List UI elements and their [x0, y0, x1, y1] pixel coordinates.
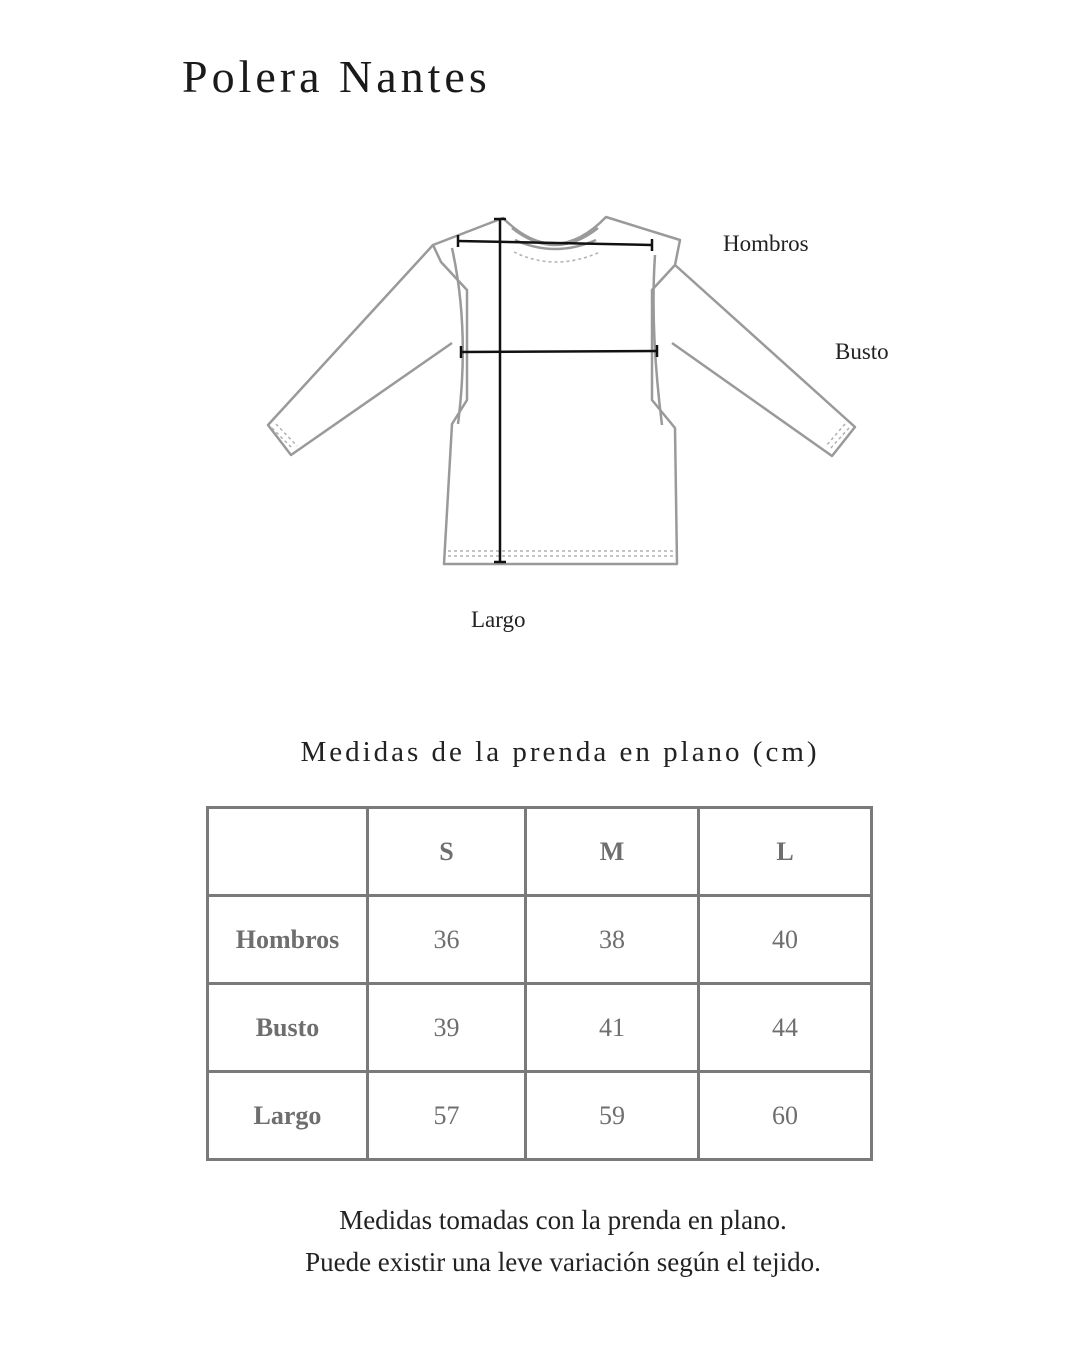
table-row — [208, 896, 872, 984]
table-cell: 44 — [699, 984, 872, 1072]
table-header-cell — [208, 808, 368, 896]
page-title: Polera Nantes — [182, 51, 491, 102]
footnote-line-1: Medidas tomadas con la prenda en plano. — [339, 1205, 787, 1235]
shoulders-label: Hombros — [723, 231, 809, 256]
table-header-row — [208, 808, 872, 896]
row-label: Largo — [208, 1072, 368, 1160]
size-table — [206, 806, 873, 1161]
table-cell: 41 — [526, 984, 699, 1072]
table-cell: 39 — [368, 984, 526, 1072]
row-label: Hombros — [208, 896, 368, 984]
table-row — [208, 1072, 872, 1160]
garment-outline — [433, 217, 680, 564]
table-cell: 60 — [699, 1072, 872, 1160]
table-header-cell: L — [699, 808, 872, 896]
bust-label: Busto — [835, 339, 889, 364]
bust-measure-line — [461, 351, 657, 352]
table-cell: 59 — [526, 1072, 699, 1160]
table-cell: 36 — [368, 896, 526, 984]
table-cell: 57 — [368, 1072, 526, 1160]
right-sleeve — [672, 265, 855, 456]
footnote-line-2: Puede existir una leve variación según el tejido. — [305, 1247, 821, 1277]
table-header-cell: M — [526, 808, 699, 896]
length-label: Largo — [471, 607, 526, 632]
row-label: Busto — [208, 984, 368, 1072]
table-header-cell: S — [368, 808, 526, 896]
table-cell: 38 — [526, 896, 699, 984]
table-row — [208, 984, 872, 1072]
left-sleeve — [268, 245, 452, 455]
table-caption: Medidas de la prenda en plano (cm) — [300, 736, 820, 768]
table-cell: 40 — [699, 896, 872, 984]
